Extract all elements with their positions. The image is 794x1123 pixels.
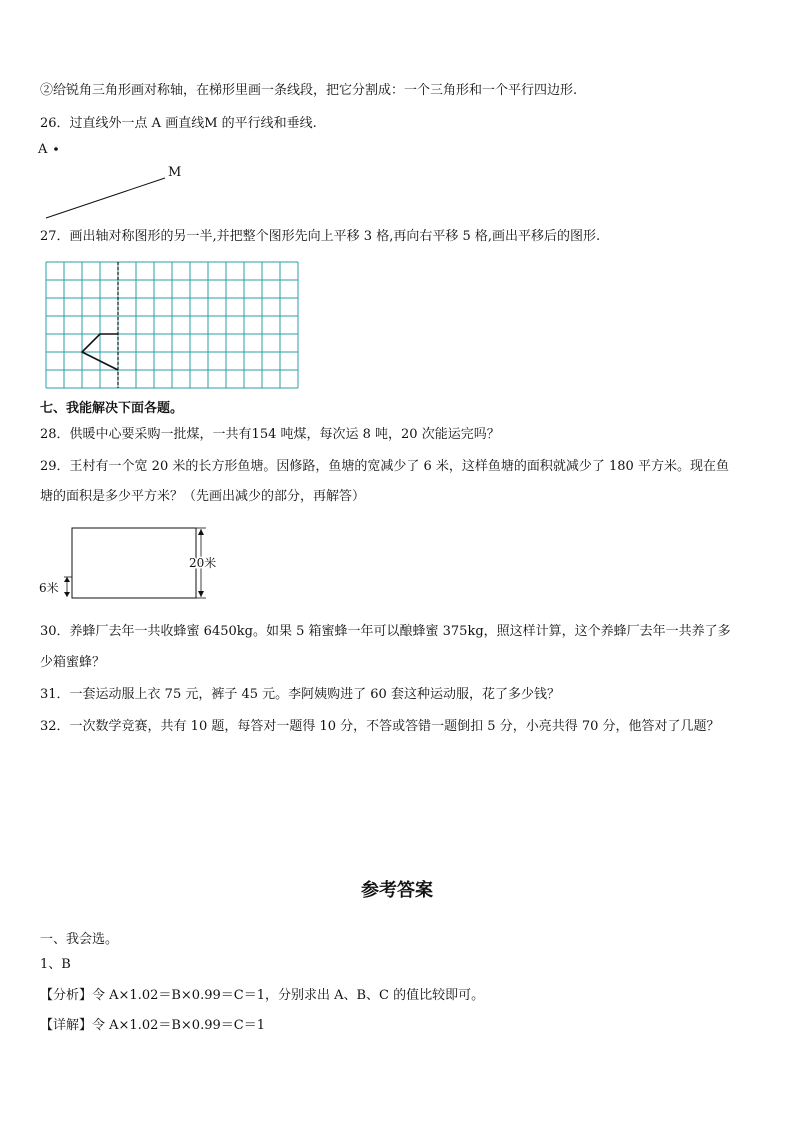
answers-section1: 一、我会选。: [40, 932, 119, 947]
q25-part2: ②给锐角三角形画对称轴，在梯形里画一条线段，把它分割成：一个三角形和一个平行四边形.: [40, 83, 578, 98]
width-label: 20米: [189, 556, 217, 570]
pond-rect: [72, 528, 196, 598]
q29-line1: 29．王村有一个宽 20 米的长方形鱼塘。因修路，鱼塘的宽减少了 6 米，这样鱼塘的面积就减少了 180 平方米。现在鱼: [40, 459, 729, 474]
q27-grid: [46, 262, 306, 394]
point-a-label: A: [38, 142, 48, 157]
answer-analysis: 【分析】令 A×1.02＝B×0.99＝C＝1，分别求出 A、B、C 的值比较即可。: [40, 988, 485, 1003]
q29-line2: 塘的面积是多少平方米？（先画出减少的部分，再解答）: [40, 489, 366, 504]
answer-detail: 【详解】令 A×1.02＝B×0.99＝C＝1: [40, 1018, 265, 1033]
q27-text: 27．画出轴对称图形的另一半,并把整个图形先向上平移 3 格,再向右平移 5 格,画出平移后的图形.: [40, 229, 601, 244]
q29-figure: [36, 520, 226, 610]
line-m: [46, 178, 165, 218]
line-m-label: M: [168, 165, 182, 180]
point-a: [54, 147, 58, 151]
q31-text: 31．一套运动服上衣 75 元，裤子 45 元。李阿姨购进了 60 套这种运动服，花了多少钱？: [40, 687, 560, 702]
reduce-label: 6米: [39, 581, 59, 595]
q32-text: 32．一次数学竞赛，共有 10 题，每答对一题得 10 分，不答或答错一题倒扣 5 分，小亮共得 70 分，他答对了几题？: [40, 719, 720, 734]
q26-figure: [36, 136, 236, 226]
section7-heading: 七、我能解决下面各题。: [40, 401, 184, 416]
q28-text: 28．供暖中心要采购一批煤，一共有154 吨煤，每次运 8 吨，20 次能运完吗？: [40, 427, 500, 442]
q30-line2: 少箱蜜蜂？: [40, 655, 106, 670]
answer-1: 1、B: [40, 957, 71, 972]
q30-line1: 30．养蜂厂去年一共收蜂蜜 6450kg。如果 5 箱蜜蜂一年可以酿蜂蜜 375kg，照这样计算，这个养蜂厂去年一共养了多: [40, 624, 731, 639]
answers-title: 参考答案: [361, 880, 433, 901]
q26-text: 26．过直线外一点 A 画直线M 的平行线和垂线.: [40, 116, 317, 131]
